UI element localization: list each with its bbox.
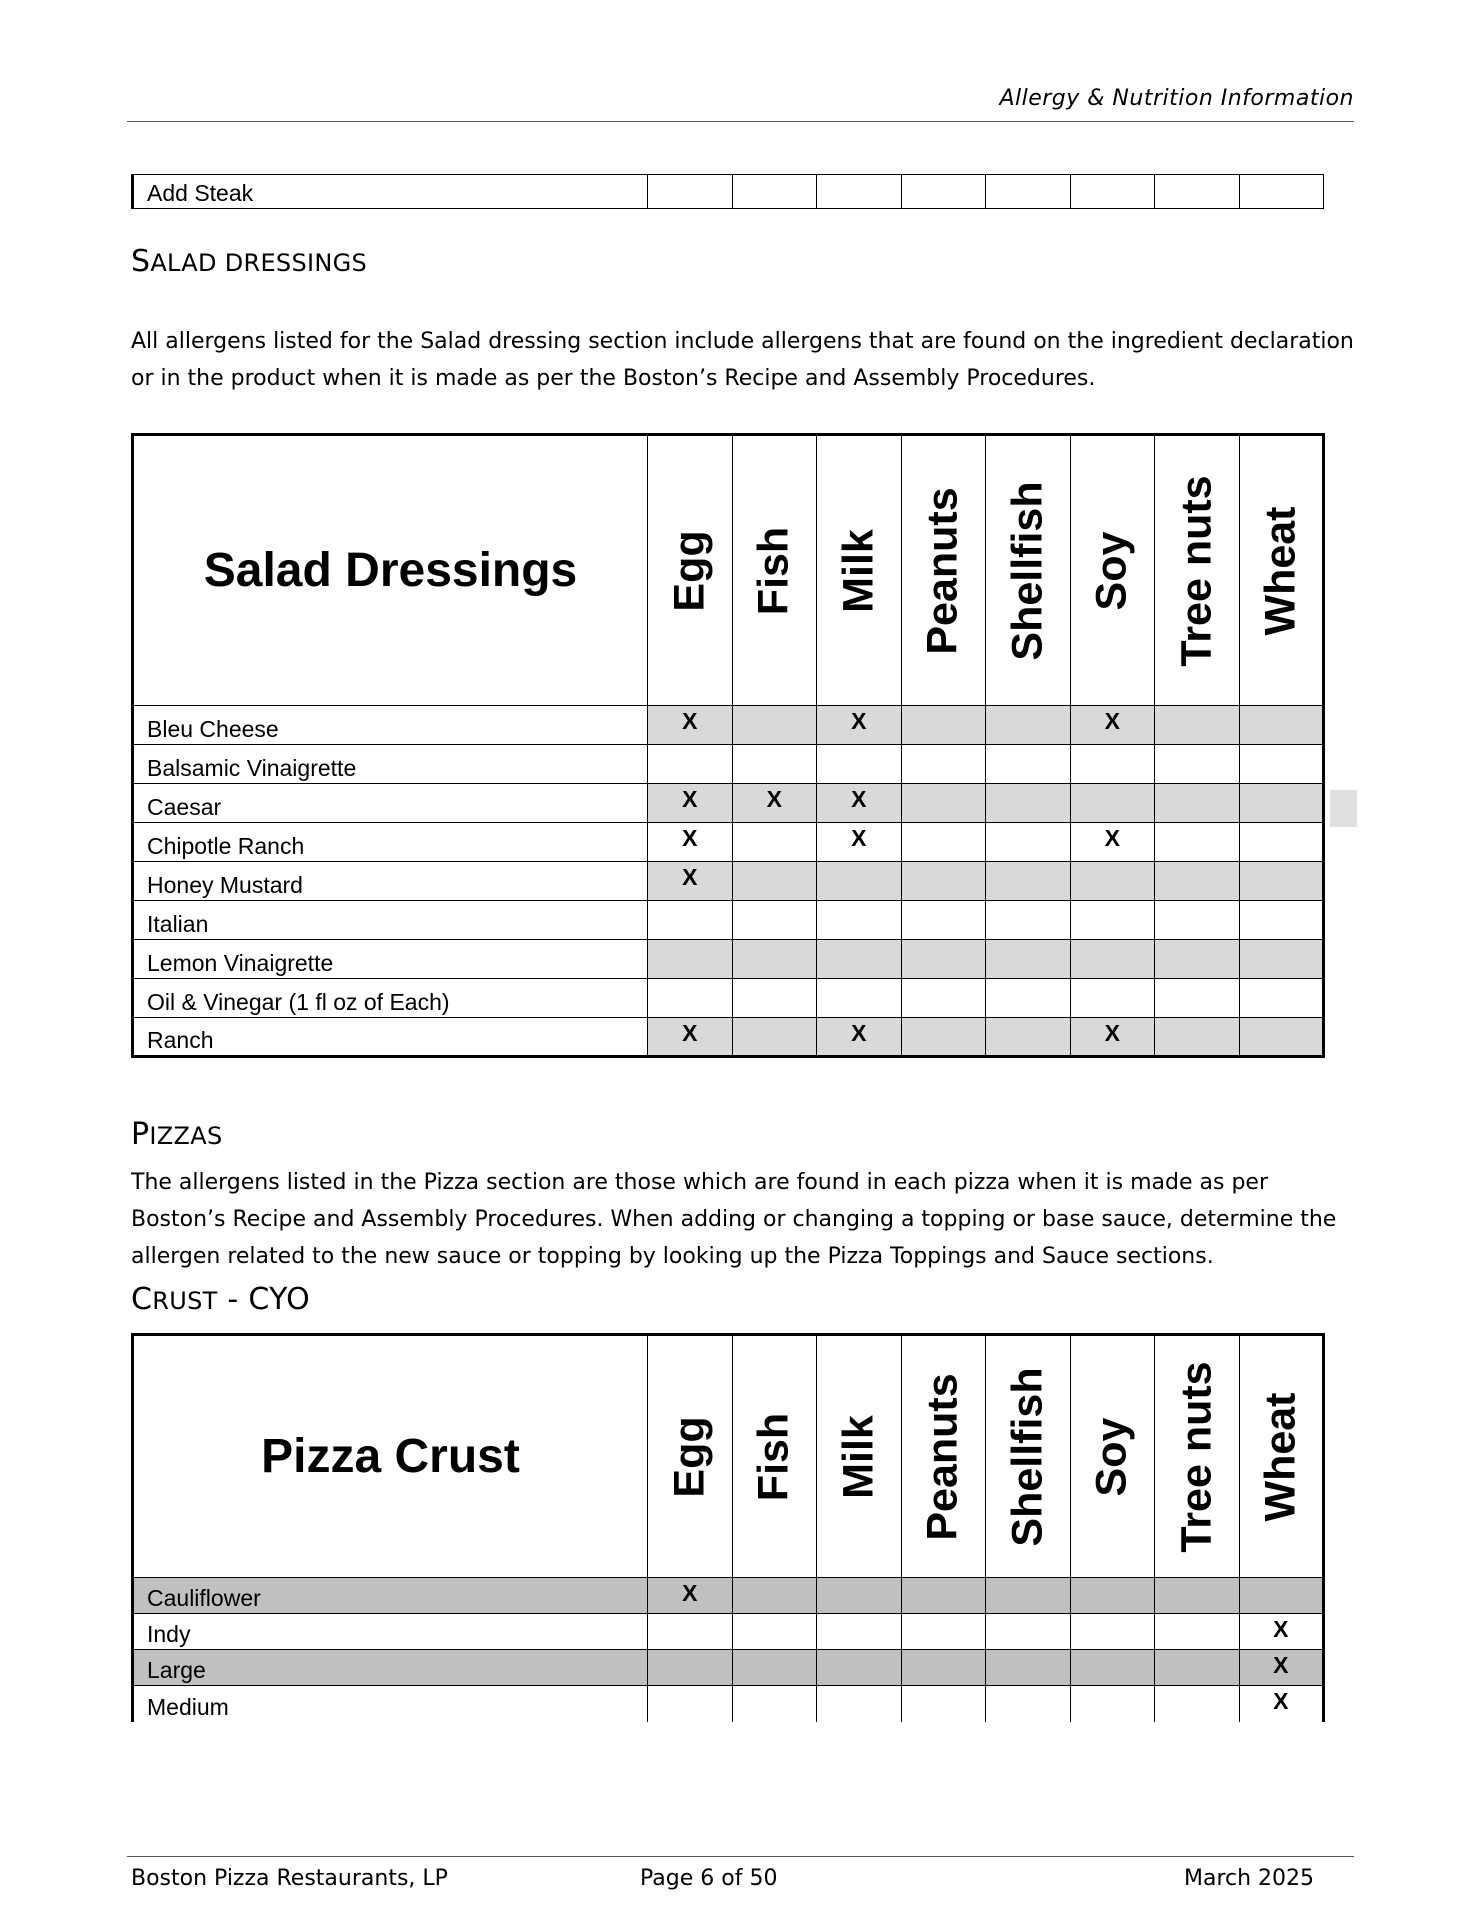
salad-cell-milk <box>817 979 902 1018</box>
pizza-heading-initial: P <box>131 1117 150 1152</box>
salad-row <box>133 823 1324 862</box>
pizza-heading-rest: IZZAS <box>149 1122 223 1150</box>
pizza-section-heading <box>131 1117 223 1152</box>
crust-cell-fish <box>732 1650 817 1686</box>
salad-cell-wheat <box>1239 706 1324 745</box>
salad-header-wheat <box>1239 435 1324 706</box>
salad-row <box>133 901 1324 940</box>
salad-cell-tree-nuts <box>1155 940 1240 979</box>
salad-cell-soy: X <box>1070 823 1155 862</box>
steak-cell-wheat <box>1239 175 1324 209</box>
salad-cell-soy <box>1070 862 1155 901</box>
salad-cell-soy <box>1070 901 1155 940</box>
salad-cell-egg: X <box>648 784 733 823</box>
salad-cell-tree-nuts <box>1155 862 1240 901</box>
salad-header-label: Tree nuts <box>1172 474 1221 667</box>
salad-cell-milk: X <box>817 1018 902 1057</box>
crust-cell-tree-nuts <box>1155 1614 1240 1650</box>
salad-header-label: Peanuts <box>918 486 967 655</box>
salad-cell-milk <box>817 862 902 901</box>
salad-cell-tree-nuts <box>1155 979 1240 1018</box>
salad-row-name: Balsamic Vinaigrette <box>133 745 648 784</box>
salad-header-fish <box>732 435 817 706</box>
crust-heading-rest: RUST <box>152 1287 218 1315</box>
salad-cell-fish <box>732 940 817 979</box>
crust-header-peanuts <box>901 1335 986 1578</box>
salad-section-heading <box>131 244 367 279</box>
header-rule <box>127 121 1354 122</box>
salad-row-name: Honey Mustard <box>133 862 648 901</box>
salad-cell-tree-nuts <box>1155 823 1240 862</box>
salad-row-name: Caesar <box>133 784 648 823</box>
crust-cell-soy <box>1070 1614 1155 1650</box>
salad-cell-soy <box>1070 745 1155 784</box>
salad-cell-fish <box>732 1018 817 1057</box>
steak-row <box>133 175 1324 209</box>
salad-row <box>133 940 1324 979</box>
salad-cell-tree-nuts <box>1155 784 1240 823</box>
crust-cell-egg <box>648 1614 733 1650</box>
crust-cell-shellfish <box>986 1578 1071 1614</box>
crust-header-label: Soy <box>1087 1417 1136 1496</box>
pizza-paragraph: The allergens listed in the Pizza section are those which are found in each pizza when it is made as per Boston’s Recipe and Assembly Procedures. When adding or changing a topping or base sauce, determine the allergen related to the new sauce or topping by looking up the Pizza Toppings and Sauce sections. <box>131 1170 1337 1269</box>
crust-row <box>133 1614 1324 1650</box>
margin-shade <box>1330 790 1357 827</box>
steak-cell-soy <box>1070 175 1155 209</box>
salad-header-shellfish <box>986 435 1071 706</box>
salad-row <box>133 706 1324 745</box>
salad-cell-wheat <box>1239 979 1324 1018</box>
salad-row <box>133 862 1324 901</box>
salad-cell-soy: X <box>1070 1018 1155 1057</box>
salad-cell-milk <box>817 901 902 940</box>
crust-cell-milk <box>817 1614 902 1650</box>
salad-cell-milk: X <box>817 823 902 862</box>
salad-cell-peanuts <box>901 940 986 979</box>
crust-cell-peanuts <box>901 1686 986 1722</box>
crust-heading-suffix: - CYO <box>217 1282 311 1317</box>
crust-row-name: Cauliflower <box>133 1578 648 1614</box>
crust-header-label: Milk <box>834 1414 883 1499</box>
salad-cell-peanuts <box>901 823 986 862</box>
steak-cell-fish <box>732 175 817 209</box>
salad-table-title: Salad Dressings <box>133 435 648 706</box>
salad-cell-peanuts <box>901 862 986 901</box>
salad-row <box>133 1018 1324 1057</box>
crust-cell-milk <box>817 1686 902 1722</box>
salad-cell-peanuts <box>901 784 986 823</box>
salad-header-label: Wheat <box>1256 506 1305 635</box>
salad-cell-fish <box>732 862 817 901</box>
crust-cell-egg <box>648 1686 733 1722</box>
salad-cell-wheat <box>1239 823 1324 862</box>
salad-cell-egg: X <box>648 1018 733 1057</box>
crust-cell-wheat: X <box>1239 1650 1324 1686</box>
crust-cell-shellfish <box>986 1650 1071 1686</box>
crust-row <box>133 1686 1324 1722</box>
crust-header-milk <box>817 1335 902 1578</box>
salad-row <box>133 784 1324 823</box>
crust-cell-egg <box>648 1650 733 1686</box>
crust-cell-fish <box>732 1578 817 1614</box>
salad-cell-wheat <box>1239 940 1324 979</box>
crust-header-label: Fish <box>749 1412 798 1501</box>
salad-row-name: Chipotle Ranch <box>133 823 648 862</box>
crust-row-name: Indy <box>133 1614 648 1650</box>
footer-date: March 2025 <box>1184 1866 1315 1891</box>
salad-cell-wheat <box>1239 862 1324 901</box>
crust-cell-tree-nuts <box>1155 1578 1240 1614</box>
salad-cell-milk: X <box>817 784 902 823</box>
crust-cell-fish <box>732 1686 817 1722</box>
salad-cell-milk <box>817 940 902 979</box>
salad-cell-shellfish <box>986 706 1071 745</box>
salad-cell-shellfish <box>986 745 1071 784</box>
crust-section-heading <box>131 1282 310 1317</box>
crust-cell-peanuts <box>901 1578 986 1614</box>
salad-cell-fish <box>732 823 817 862</box>
page-header-title: Allergy & Nutrition Information <box>999 86 1354 111</box>
footer-company: Boston Pizza Restaurants, LP <box>131 1866 448 1891</box>
salad-header-milk <box>817 435 902 706</box>
steak-cell-peanuts <box>901 175 986 209</box>
crust-header-label: Tree nuts <box>1172 1360 1221 1553</box>
steak-row-name: Add Steak <box>133 175 648 209</box>
salad-cell-tree-nuts <box>1155 706 1240 745</box>
salad-row-name: Ranch <box>133 1018 648 1057</box>
salad-cell-milk <box>817 745 902 784</box>
salad-cell-shellfish <box>986 823 1071 862</box>
crust-cell-soy <box>1070 1578 1155 1614</box>
crust-cell-tree-nuts <box>1155 1650 1240 1686</box>
steak-cell-tree-nuts <box>1155 175 1240 209</box>
steak-cell-shellfish <box>986 175 1071 209</box>
crust-header-label: Peanuts <box>918 1372 967 1541</box>
salad-header-tree-nuts <box>1155 435 1240 706</box>
salad-header-peanuts <box>901 435 986 706</box>
salad-cell-peanuts <box>901 901 986 940</box>
crust-table-title: Pizza Crust <box>133 1335 648 1578</box>
crust-cell-peanuts <box>901 1650 986 1686</box>
salad-cell-tree-nuts <box>1155 901 1240 940</box>
crust-cell-peanuts <box>901 1614 986 1650</box>
steak-cell-egg <box>648 175 733 209</box>
salad-cell-fish <box>732 901 817 940</box>
salad-cell-shellfish <box>986 784 1071 823</box>
crust-row <box>133 1650 1324 1686</box>
crust-cell-wheat: X <box>1239 1686 1324 1722</box>
pizza-crust-table <box>131 1333 1325 1722</box>
steak-cell-milk <box>817 175 902 209</box>
salad-header-label: Egg <box>665 529 714 612</box>
salad-cell-milk: X <box>817 706 902 745</box>
salad-cell-peanuts <box>901 706 986 745</box>
salad-cell-soy <box>1070 784 1155 823</box>
crust-header-shellfish <box>986 1335 1071 1578</box>
crust-cell-milk <box>817 1578 902 1614</box>
salad-cell-wheat <box>1239 1018 1324 1057</box>
salad-header-label: Milk <box>834 528 883 613</box>
salad-cell-fish <box>732 745 817 784</box>
salad-cell-shellfish <box>986 862 1071 901</box>
crust-header-fish <box>732 1335 817 1578</box>
salad-header-egg <box>648 435 733 706</box>
crust-header-wheat <box>1239 1335 1324 1578</box>
crust-row-name: Large <box>133 1650 648 1686</box>
footer-rule <box>127 1856 1354 1857</box>
salad-cell-peanuts <box>901 745 986 784</box>
crust-cell-fish <box>732 1614 817 1650</box>
crust-header-label: Egg <box>665 1415 714 1498</box>
salad-row-name: Bleu Cheese <box>133 706 648 745</box>
crust-heading-initial: C <box>131 1282 153 1317</box>
salad-cell-egg <box>648 940 733 979</box>
salad-header-label: Soy <box>1087 531 1136 610</box>
crust-cell-tree-nuts <box>1155 1686 1240 1722</box>
crust-cell-wheat <box>1239 1578 1324 1614</box>
salad-header-label: Fish <box>749 526 798 615</box>
crust-header-label: Wheat <box>1256 1392 1305 1521</box>
footer-page-number: Page 6 of 50 <box>640 1866 778 1891</box>
salad-dressings-table <box>131 433 1325 1058</box>
salad-cell-shellfish <box>986 979 1071 1018</box>
salad-cell-egg: X <box>648 706 733 745</box>
salad-cell-peanuts <box>901 979 986 1018</box>
crust-cell-wheat: X <box>1239 1614 1324 1650</box>
salad-cell-soy <box>1070 940 1155 979</box>
salad-cell-tree-nuts <box>1155 1018 1240 1057</box>
salad-heading-rest: ALAD DRESSINGS <box>150 249 368 277</box>
crust-row-name: Medium <box>133 1686 648 1722</box>
salad-cell-egg <box>648 901 733 940</box>
salad-cell-egg: X <box>648 823 733 862</box>
crust-cell-shellfish <box>986 1686 1071 1722</box>
crust-cell-soy <box>1070 1650 1155 1686</box>
salad-cell-tree-nuts <box>1155 745 1240 784</box>
salad-cell-egg: X <box>648 862 733 901</box>
crust-header-label: Shellfish <box>1003 1366 1052 1547</box>
salad-cell-soy <box>1070 979 1155 1018</box>
crust-cell-shellfish <box>986 1614 1071 1650</box>
steak-table <box>131 174 1324 209</box>
salad-cell-egg <box>648 745 733 784</box>
crust-cell-milk <box>817 1650 902 1686</box>
crust-cell-egg: X <box>648 1578 733 1614</box>
salad-cell-shellfish <box>986 940 1071 979</box>
crust-cell-soy <box>1070 1686 1155 1722</box>
salad-row-name: Italian <box>133 901 648 940</box>
salad-cell-wheat <box>1239 901 1324 940</box>
salad-cell-shellfish <box>986 1018 1071 1057</box>
salad-row <box>133 745 1324 784</box>
salad-header-label: Shellfish <box>1003 480 1052 661</box>
salad-heading-initial: S <box>131 244 151 279</box>
crust-header-egg <box>648 1335 733 1578</box>
salad-cell-peanuts <box>901 1018 986 1057</box>
salad-row-name: Lemon Vinaigrette <box>133 940 648 979</box>
salad-paragraph: All allergens listed for the Salad dressing section include allergens that are found on the ingredient declaration or in the product when it is made as per the Boston’s Recipe and Assembly Procedures. <box>131 329 1354 391</box>
salad-cell-fish <box>732 706 817 745</box>
salad-cell-egg <box>648 979 733 1018</box>
crust-header-soy <box>1070 1335 1155 1578</box>
crust-header-tree-nuts <box>1155 1335 1240 1578</box>
salad-row <box>133 979 1324 1018</box>
salad-cell-fish: X <box>732 784 817 823</box>
salad-header-soy <box>1070 435 1155 706</box>
salad-cell-wheat <box>1239 745 1324 784</box>
salad-cell-shellfish <box>986 901 1071 940</box>
salad-cell-wheat <box>1239 784 1324 823</box>
crust-row <box>133 1578 1324 1614</box>
salad-cell-soy: X <box>1070 706 1155 745</box>
salad-cell-fish <box>732 979 817 1018</box>
salad-row-name: Oil & Vinegar (1 fl oz of Each) <box>133 979 648 1018</box>
